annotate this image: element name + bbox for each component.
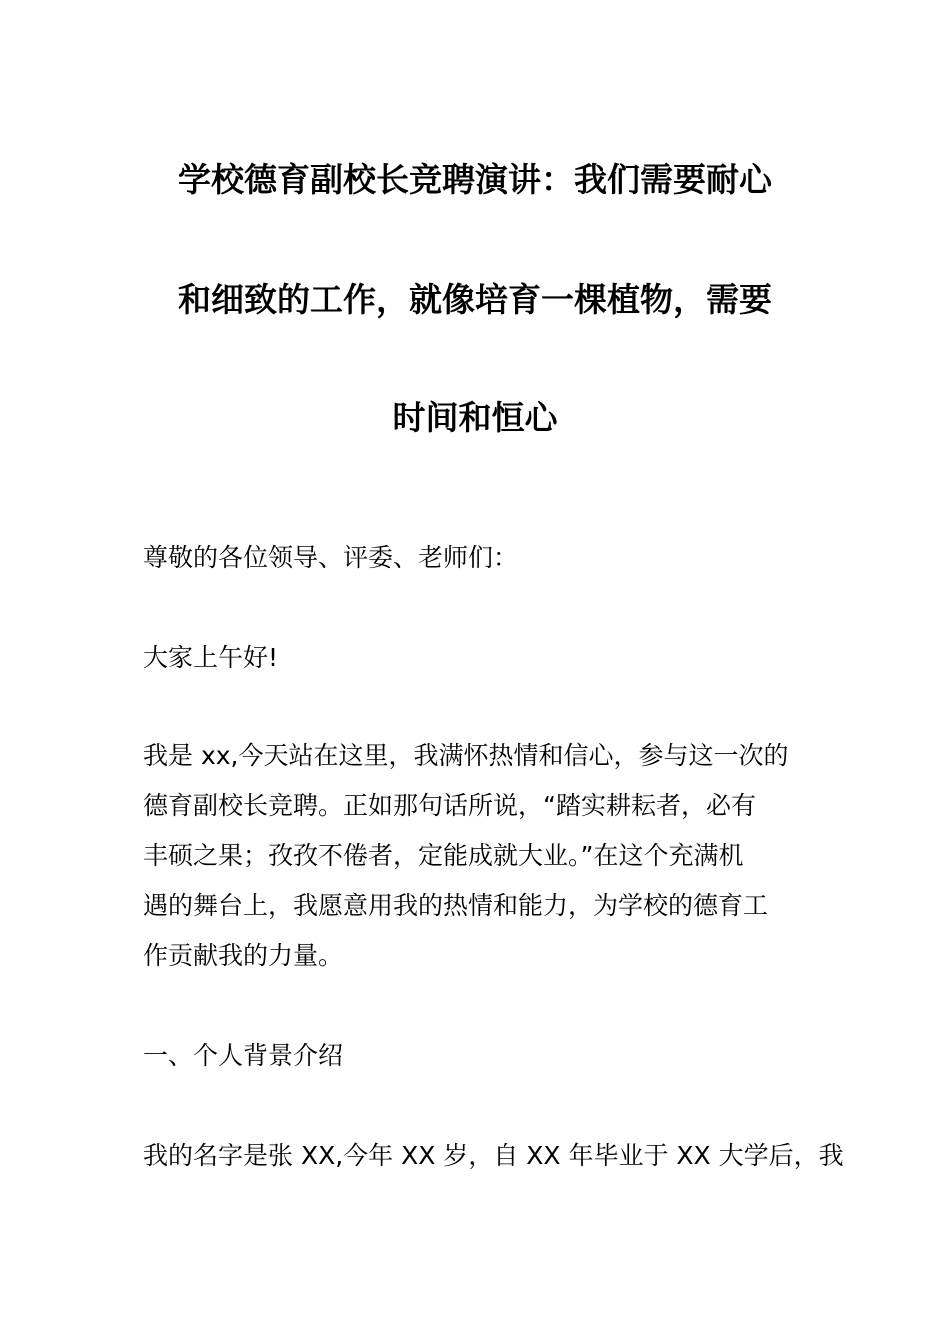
salutation: 尊敬的各位领导、评委、老师们： [143,543,519,572]
paragraph-line: 遇的舞台上，我愿意用我的热情和能力，为学校的德育工 [143,891,769,920]
title-line-1: 学校德育副校长竞聘演讲：我们需要耐心 [178,160,772,199]
paragraph-line: 我是 xx,今天站在这里，我满怀热情和信心，参与这一次的 [143,741,789,770]
greeting: 大家上午好! [143,643,279,672]
paragraph-line: 作贡献我的力量。 [143,941,344,970]
title-line-3: 时间和恒心 [392,398,558,437]
intro-paragraph [143,740,807,990]
paragraph-line: 丰硕之果；孜孜不倦者，定能成就大业。”在这个充满机 [143,841,744,870]
section-paragraph-line: 我的名字是张 XX,今年 XX 岁，自 XX 年毕业于 XX 大学后，我 [143,1141,844,1170]
section-heading: 一、个人背景介绍 [143,1041,344,1070]
paragraph-line: 德育副校长竞聘。正如那句话所说，“踏实耕耘者，必有 [143,791,756,820]
title-line-2: 和细致的工作，就像培育一棵植物，需要 [178,280,772,319]
